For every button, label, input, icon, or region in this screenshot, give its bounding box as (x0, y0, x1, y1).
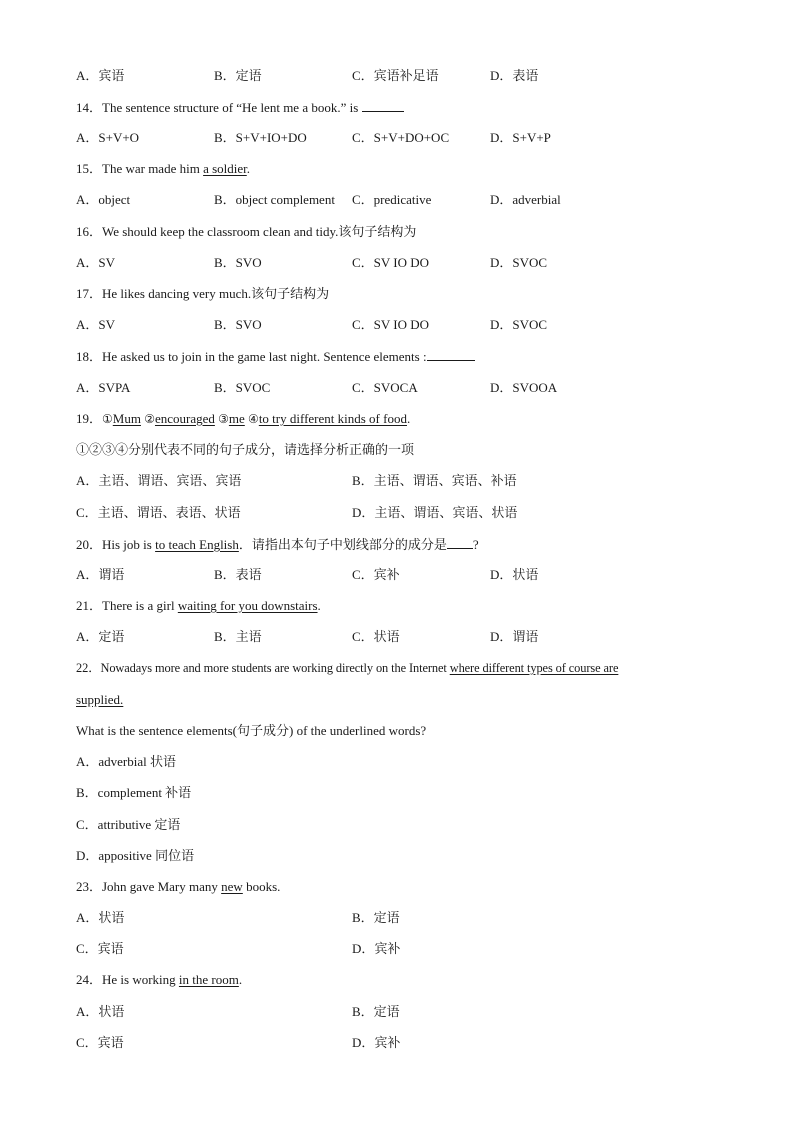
q23-option-d[interactable]: D．宾补 (352, 941, 401, 956)
circled-two-marker: ② (144, 412, 155, 426)
q21-option-d[interactable]: D．谓语 (490, 629, 539, 644)
q20-option-c[interactable]: C．宾补 (352, 567, 400, 582)
q15-stem: 15．The war made him a soldier. (76, 161, 251, 176)
q19-part-1: Mum (112, 411, 141, 426)
q17-option-a[interactable]: A．SV (76, 317, 116, 332)
q22-question: What is the sentence elements(句子成分) of the underlined words? (76, 723, 427, 738)
q24-underlined: in the room (178, 972, 239, 987)
circled-four-marker: ④ (248, 412, 259, 426)
q22-stem-line-1: 22．Nowadays more and more students are working directly on the Internet where different types of course are (76, 661, 619, 675)
q19-part-4: to try different kinds of food (258, 411, 407, 426)
q23-underlined: new (221, 879, 243, 894)
q20-stem: 20．His job is to teach English．请指出本句子中划线部分的成分是 ? (76, 534, 479, 554)
q19-option-d[interactable]: D．主语、谓语、宾语、状语 (352, 505, 518, 520)
q22-option-b[interactable]: B．complement 补语 (76, 785, 192, 800)
q23-option-c[interactable]: C．宾语 (76, 941, 124, 956)
q19-part-3: me (228, 411, 245, 426)
q23-stem: 23．John gave Mary many new books. (76, 879, 281, 894)
q19-instruction: ①②③④分别代表不同的句子成分，请选择分析正确的一项 (76, 442, 415, 457)
q24-option-d[interactable]: D．宾补 (352, 1035, 401, 1050)
q14-option-b[interactable]: B．S+V+IO+DO (214, 130, 307, 145)
q16-option-b[interactable]: B．SVO (214, 255, 262, 270)
q21-option-b[interactable]: B．主语 (214, 629, 262, 644)
q16-option-d[interactable]: D．SVOC (490, 255, 548, 270)
q13-option-c[interactable]: C．宾语补足语 (352, 68, 439, 83)
q23-option-b[interactable]: B．定语 (352, 910, 400, 925)
q16-stem: 16．We should keep the classroom clean and tidy.该句子结构为 (76, 224, 417, 239)
circled-three-marker: ③ (218, 412, 229, 426)
q17-stem: 17．He likes dancing very much.该句子结构为 (76, 286, 330, 301)
q20-option-d[interactable]: D．状语 (490, 567, 539, 582)
q24-stem: 24．He is working in the room. (76, 972, 243, 987)
q14-option-c[interactable]: C．S+V+DO+OC (352, 130, 450, 145)
q20-answer-blank (447, 534, 473, 549)
q14-option-a[interactable]: A．S+V+O (76, 130, 140, 145)
q17-option-c[interactable]: C．SV IO DO (352, 317, 430, 332)
q17-option-d[interactable]: D．SVOC (490, 317, 548, 332)
q20-option-a[interactable]: A．谓语 (76, 567, 125, 582)
q21-underlined: waiting for you downstairs (177, 598, 318, 613)
q15-option-d[interactable]: D．adverbial (490, 192, 561, 207)
q22-underlined-2: supplied. (76, 692, 124, 707)
q16-option-a[interactable]: A．SV (76, 255, 116, 270)
q19-option-a[interactable]: A．主语、谓语、宾语、宾语 (76, 473, 242, 488)
q24-option-a[interactable]: A．状语 (76, 1004, 125, 1019)
q19-option-c[interactable]: C．主语、谓语、表语、状语 (76, 505, 241, 520)
q17-option-b[interactable]: B．SVO (214, 317, 262, 332)
q13-option-b[interactable]: B．定语 (214, 68, 262, 83)
q15-option-a[interactable]: A．object (76, 192, 131, 207)
q18-option-b[interactable]: B．SVOC (214, 380, 271, 395)
q22-option-d[interactable]: D．appositive 同位语 (76, 848, 195, 863)
q22-option-a[interactable]: A．adverbial 状语 (76, 754, 177, 769)
q16-option-c[interactable]: C．SV IO DO (352, 255, 430, 270)
q24-option-b[interactable]: B．定语 (352, 1004, 400, 1019)
q22-underlined-1: where different types of course are (449, 661, 619, 675)
q22-stem-line-2 (76, 690, 123, 710)
q13-option-a[interactable]: A．宾语 (76, 68, 125, 83)
q13-option-d[interactable]: D．表语 (490, 68, 539, 83)
q19-stem: 19．①Mum ②encouraged ③me ④to try different kinds of food. (76, 411, 411, 426)
q21-option-a[interactable]: A．定语 (76, 629, 125, 644)
q21-stem: 21．There is a girl waiting for you downstairs. (76, 598, 321, 613)
q14-option-d[interactable]: D．S+V+P (490, 130, 551, 145)
q20-underlined: to teach English (155, 537, 239, 552)
q22-option-c[interactable]: C．attributive 定语 (76, 817, 181, 832)
q20-option-b[interactable]: B．表语 (214, 567, 262, 582)
q18-stem: 18．He asked us to join in the game last night. Sentence elements : (76, 346, 475, 366)
q15-option-b[interactable]: B．object complement (214, 192, 335, 207)
q15-underlined: a soldier (203, 161, 247, 176)
q21-option-c[interactable]: C．状语 (352, 629, 400, 644)
q19-part-2: encouraged (154, 411, 215, 426)
q15-option-c[interactable]: C．predicative (352, 192, 432, 207)
q23-option-a[interactable]: A．状语 (76, 910, 125, 925)
q18-option-a[interactable]: A．SVPA (76, 380, 131, 395)
q18-option-d[interactable]: D．SVOOA (490, 380, 558, 395)
q19-option-b[interactable]: B．主语、谓语、宾语、补语 (352, 473, 517, 488)
q14-stem: 14．The sentence structure of “He lent me a book.” is (76, 97, 404, 117)
q14-answer-blank (362, 97, 404, 112)
q24-option-c[interactable]: C．宾语 (76, 1035, 124, 1050)
circled-one-marker: ① (102, 412, 113, 426)
q18-option-c[interactable]: C．SVOCA (352, 380, 418, 395)
q18-answer-blank (427, 346, 475, 361)
